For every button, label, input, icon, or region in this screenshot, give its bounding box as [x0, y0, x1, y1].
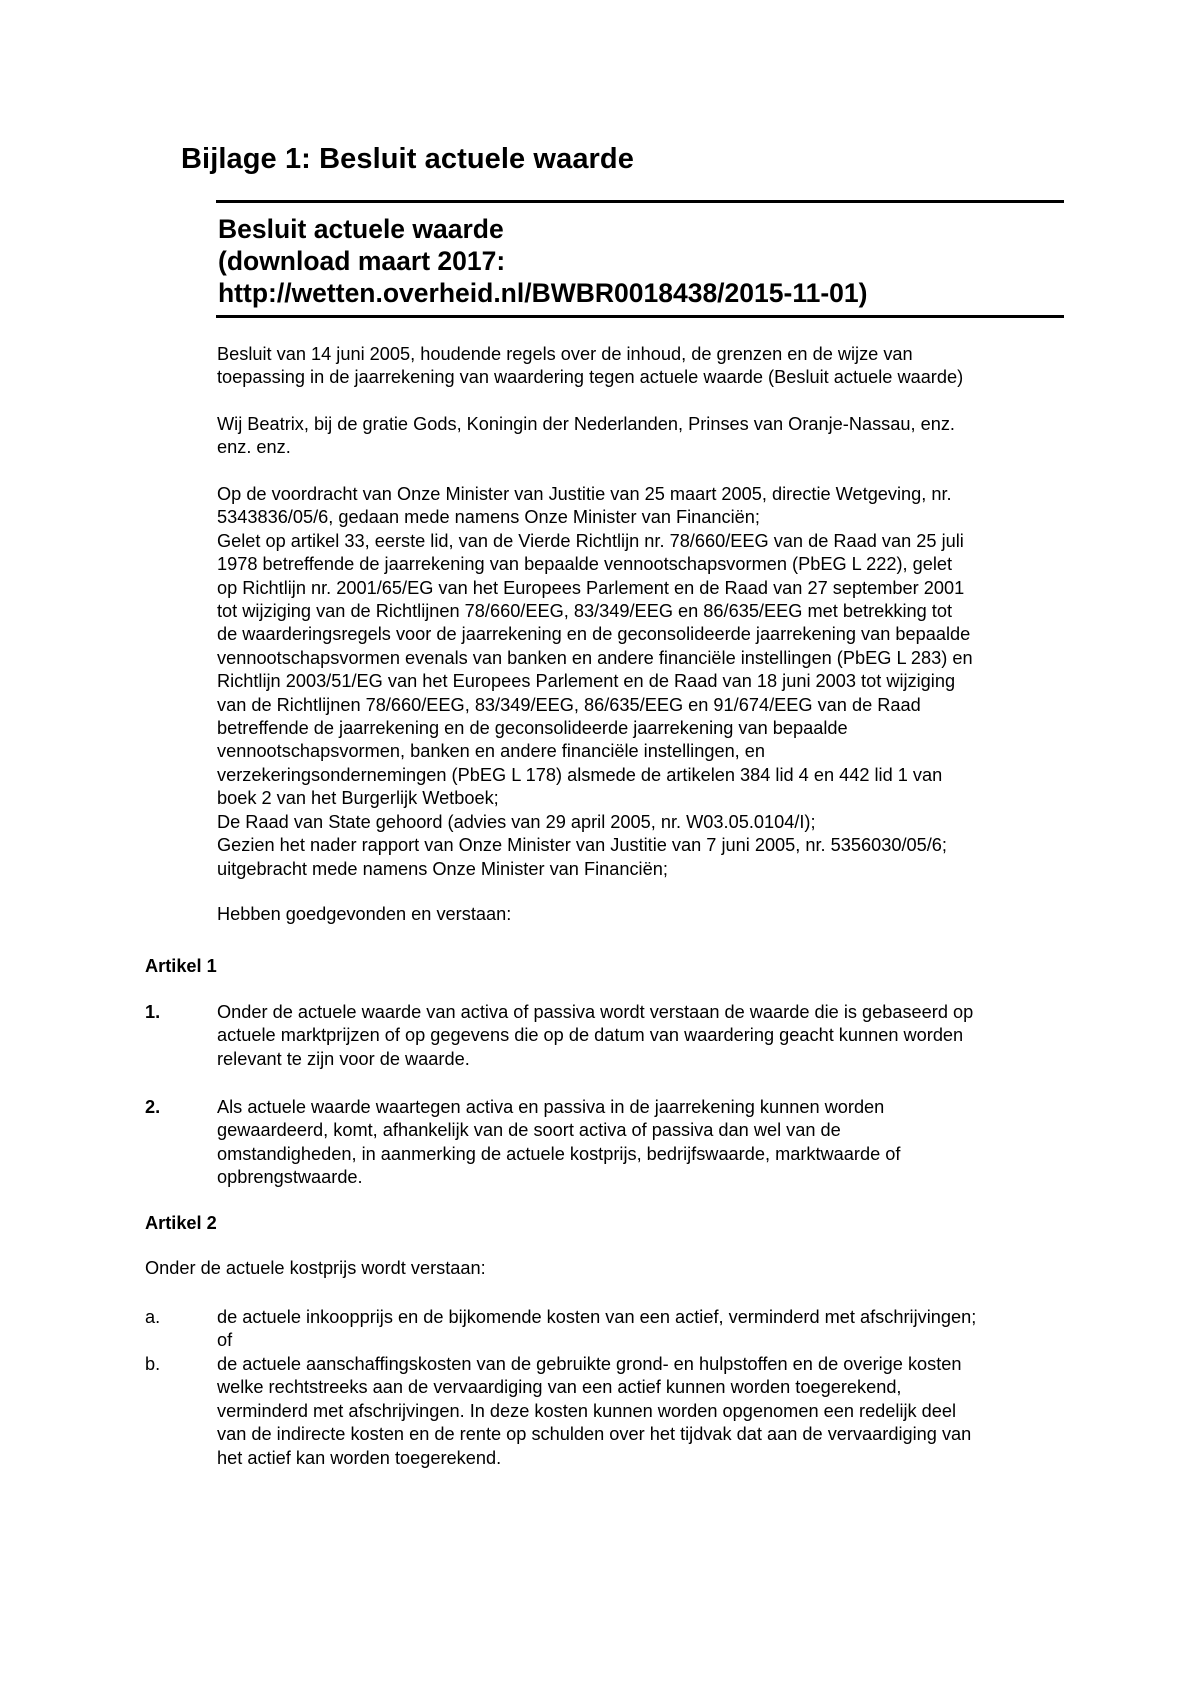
box-title	[218, 213, 867, 309]
page-heading: Bijlage 1: Besluit actuele waarde	[181, 143, 634, 175]
item-text	[217, 1306, 976, 1353]
intro-paragraph	[217, 343, 1077, 390]
item-number: 1.	[145, 1002, 161, 1022]
text-line: Wij Beatrix, bij de gratie Gods, Koningin der Nederlanden, Prinses van Oranje-Nassau, enz.	[217, 414, 955, 434]
text-line: opbrengstwaarde.	[217, 1167, 363, 1188]
artikel-1-heading: Artikel 1	[145, 956, 217, 976]
box-bottom-rule	[216, 315, 1064, 318]
text-line: 5343836/05/6, gedaan mede namens Onze Minister van Financiën;	[217, 507, 760, 528]
text-line: van de Richtlijnen 78/660/EEG, 83/349/EEG, 86/635/EEG en 91/674/EEG van de Raad	[217, 694, 921, 715]
text-line: vennootschapsvormen evenals van banken en andere financiële instellingen (PbEG L 283) en	[217, 647, 973, 668]
item-text	[217, 1001, 973, 1071]
text-line: betreffende de jaarrekening en de geconsolideerde jaarrekening van bepaalde	[217, 718, 848, 739]
text-line: Richtlijn 2003/51/EG van het Europees Parlement en de Raad van 18 juni 2003 tot wijziging	[217, 671, 956, 692]
text-line: enz. enz.	[217, 437, 291, 458]
text-line: het actief kan worden toegerekend.	[217, 1447, 502, 1468]
artikel-2-heading: Artikel 2	[145, 1213, 217, 1233]
text-line: of	[217, 1330, 233, 1351]
text-line: Onder de actuele waarde van activa of passiva wordt verstaan de waarde die is gebaseerd op	[217, 1002, 974, 1022]
text-line: gewaardeerd, komt, afhankelijk van de soort activa of passiva dan wel van de	[217, 1120, 841, 1141]
text-line: uitgebracht mede namens Onze Minister van Financiën;	[217, 858, 668, 879]
text-line: vennootschapsvormen, banken en andere financiële instellingen, en	[217, 741, 766, 762]
text-line: verzekeringsondernemingen (PbEG L 178) alsmede de artikelen 384 lid 4 en 442 lid 1 van	[217, 764, 943, 785]
text-line: verminderd met afschrijvingen. In deze kosten kunnen worden opgenomen een redelijk deel	[217, 1400, 957, 1421]
text-line: De Raad van State gehoord (advies van 29 april 2005, nr. W03.05.0104/I);	[217, 811, 816, 832]
artikel-2-intro: Onder de actuele kostprijs wordt verstaan:	[145, 1258, 486, 1278]
text-line: van de indirecte kosten en de rente op schulden over het tijdvak dat aan de vervaardiging van	[217, 1424, 972, 1445]
text-line: actuele marktprijzen of op gegevens die op de datum van waardering geacht kunnen worden	[217, 1025, 964, 1046]
item-text	[217, 1096, 900, 1190]
item-number: b.	[145, 1354, 161, 1374]
text-line: de actuele aanschaffingskosten van de gebruikte grond- en hulpstoffen en de overige kosten	[217, 1354, 962, 1374]
preamble-paragraph	[217, 483, 1077, 881]
box-title-line: Besluit actuele waarde	[218, 214, 504, 244]
hebben-paragraph: Hebben goedgevonden en verstaan:	[217, 904, 512, 924]
text-line: Besluit van 14 juni 2005, houdende regels over de inhoud, de grenzen en de wijze van	[217, 344, 913, 364]
item-text	[217, 1353, 971, 1470]
text-line: boek 2 van het Burgerlijk Wetboek;	[217, 788, 499, 809]
box-top-rule	[216, 200, 1064, 203]
text-line: omstandigheden, in aanmerking de actuele kostprijs, bedrijfswaarde, marktwaarde of	[217, 1143, 901, 1164]
text-line: de actuele inkoopprijs en de bijkomende kosten van een actief, verminderd met afschrijvingen;	[217, 1307, 977, 1327]
item-number: 2.	[145, 1097, 161, 1117]
text-line: Gezien het nader rapport van Onze Minister van Justitie van 7 juni 2005, nr. 5356030/05/6;	[217, 835, 947, 856]
text-line: toepassing in de jaarrekening van waardering tegen actuele waarde (Besluit actuele waarde)	[217, 367, 964, 388]
item-number: a.	[145, 1307, 161, 1327]
box-title-line: (download maart 2017:	[218, 246, 506, 276]
text-line: op Richtlijn nr. 2001/65/EG van het Europees Parlement en de Raad van 27 september 2001	[217, 577, 965, 598]
text-line: Gelet op artikel 33, eerste lid, van de Vierde Richtlijn nr. 78/660/EEG van de Raad van 25 juli	[217, 530, 964, 551]
text-line: Op de voordracht van Onze Minister van Justitie van 25 maart 2005, directie Wetgeving, nr.	[217, 484, 952, 504]
box-title-line: http://wetten.overheid.nl/BWBR0018438/2015-11-01)	[218, 278, 868, 308]
king-paragraph	[217, 413, 1077, 460]
text-line: de waarderingsregels voor de jaarrekening en de geconsolideerde jaarrekening van bepaalde	[217, 624, 971, 645]
text-line: relevant te zijn voor de waarde.	[217, 1048, 470, 1069]
text-line: 1978 betreffende de jaarrekening van bepaalde vennootschapsvormen (PbEG L 222), gelet	[217, 554, 953, 575]
text-line: Als actuele waarde waartegen activa en passiva in de jaarrekening kunnen worden	[217, 1097, 885, 1117]
text-line: welke rechtstreeks aan de vervaardiging van een actief kunnen worden toegerekend,	[217, 1377, 902, 1398]
text-line: tot wijziging van de Richtlijnen 78/660/EEG, 83/349/EEG en 86/635/EEG met betrekking tot	[217, 601, 953, 622]
